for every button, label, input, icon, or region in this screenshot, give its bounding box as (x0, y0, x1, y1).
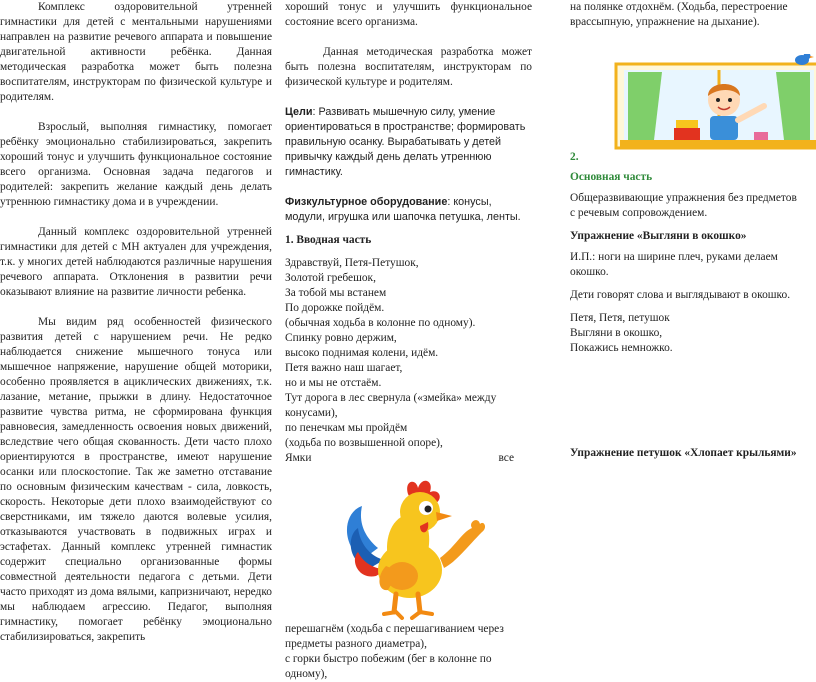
rooster-illustration (340, 472, 490, 620)
exercise-wings-title: Упражнение петушок «Хлопает крыльями» (570, 447, 797, 459)
relevance-paragraph: Данный комплекс оздоровительной утренней гимнастики для детей с МН актуален для учреждения, т.к. у многих детей наблюдаются различные нарушения речевого аппарата. Отклонения в развитии речи оказывают влияние на развитие личности ребенка. (0, 226, 272, 298)
exercise-window-instruction: Дети говорят слова и выглядывают в окошко. (570, 289, 791, 301)
poem-line: Здравствуй, Петя-Петушок, (285, 257, 419, 269)
intro-paragraph: Комплекс оздоровительной утренней гимнастики для детей с ментальными нарушениями направлен на развитие речевого аппарата и повышение двигательной активности ребёнка. Данная методическая разработка может быть полезна воспитателям, инструкторам по физической культуре и родителям. (0, 1, 272, 103)
general-exercises-text: Общеразвивающие упражнения без предметов с речевым сопровождением. (570, 192, 797, 219)
poem-line: За тобой мы встанем (285, 287, 387, 299)
exercise-poem-line: Выгляни в окошко, (570, 327, 663, 339)
section-number: 2. (570, 151, 579, 163)
goals-text: : Развивать мышечную силу, умение ориентироваться в пространстве; формировать правильную осанку. Вырабатывать у детей привычку каждый день делать утреннюю гимнастику. (285, 106, 526, 178)
goals-paragraph (285, 105, 532, 180)
poem-line: Спинку ровно держим, (285, 332, 397, 344)
goals-label: Цели (285, 106, 313, 118)
boy-window-illustration (614, 54, 816, 150)
usefulness-paragraph: Данная методическая разработка может быть полезна воспитателям, инструкторам по физической культуре и родителям. (285, 46, 532, 88)
poem-line: высоко поднимая колени, идём. (285, 347, 439, 359)
poem-line: Петя важно наш шагает, (285, 362, 403, 374)
rest-paragraph: на полянке отдохнём. (Ходьба, перестроение врассыпную, упражнение на дыхание). (570, 1, 788, 28)
vse-word: все (498, 452, 514, 464)
poem-line: по пенечкам мы пройдём (285, 422, 408, 434)
column-right (570, 0, 803, 461)
equipment-text: : конусы, модули, игрушка или шапочка петушка, ленты. (285, 196, 521, 223)
section-intro-heading: 1. Вводная часть (285, 234, 372, 246)
poem-line: По дорожке пойдём. (285, 302, 385, 314)
after-line: перешагнём (ходьба с перешагиванием через предметы разного диаметра), (285, 623, 504, 650)
poem-line: (обычная ходьба в колонне по одному). (285, 317, 476, 329)
poem-line: Золотой гребешок, (285, 272, 376, 284)
poem-line: (ходьба по возвышенной опоре), (285, 437, 443, 449)
equipment-paragraph (285, 195, 532, 225)
poem-line: Тут дорога в лес свернула («змейка» между конусами), (285, 392, 497, 419)
column-middle (285, 0, 532, 682)
poem-line: но и мы не отстаём. (285, 377, 382, 389)
rooster-wing-raised (440, 520, 485, 568)
exercise-window-start: И.П.: ноги на ширине плеч, руками делаем окошко. (570, 251, 778, 278)
rooster-beak (436, 512, 452, 521)
continuation-paragraph: хороший тонус и улучшить функциональное состояние всего организма. (285, 1, 532, 28)
column-left (0, 0, 272, 660)
adult-role-paragraph: Взрослый, выполняя гимнастику, помогает ребёнку эмоционально стабилизироваться, закрепить хороший тонус и улучшить функциональное состояние всего организма. Основная задача педагогов и родителей: закрепить желание каждый день делать утреннюю гимнастику дома и в учреждении. (0, 121, 272, 208)
equipment-label: Физкультурное оборудование (285, 196, 448, 208)
yamki-word: Ямки (285, 452, 312, 464)
after-line: с горки быстро побежим (бег в колонне по одному), (285, 653, 492, 680)
warmup-poem (285, 256, 532, 466)
boy-shirt (710, 116, 738, 140)
features-paragraph: Мы видим ряд особенностей физического развития детей с нарушением речи. Не редко наблюдается снижение мышечного тонуса или мышечное напряжение, нарушение общей моторики, особенно проявляется в ациклических движениях, т.к. лазание, метание, прыжки в длину. Недостаточное развитие чувства ритма, не сформирована функция равновесия, замедленность освоения новых движений, вследствие чего общая скованность. Дети часто плохо ориентируются в пространстве, имеют нарушение осанки или плоскостопие. Так же заметно отставание по основным физическим качествам - сила, ловкость, скорость. Некоторые дети плохо взаимодействуют со сверстниками, им тяжело даются волевые усилия, отказываются участвовать в подвижных играх и эстафетах. Данный комплекс утренней гимнастик содержит специально организованные формы совместной деятельности педагога с детьми. Дети часто приходят из дома вялыми, капризничают, нередко мы наблюдаем агрессию. Педагог, выполняя гимнастику, помогает ребёнку эмоционально стабилизироваться, закрепить (0, 316, 272, 643)
exercise-window-title: Упражнение «Выгляни в окошко» (570, 230, 747, 242)
main-part-heading: Основная часть (570, 171, 653, 183)
exercise-poem-line: Покажись немножко. (570, 342, 673, 354)
yamki-row (285, 451, 532, 466)
exercise-poem-line: Петя, Петя, петушок (570, 312, 670, 324)
